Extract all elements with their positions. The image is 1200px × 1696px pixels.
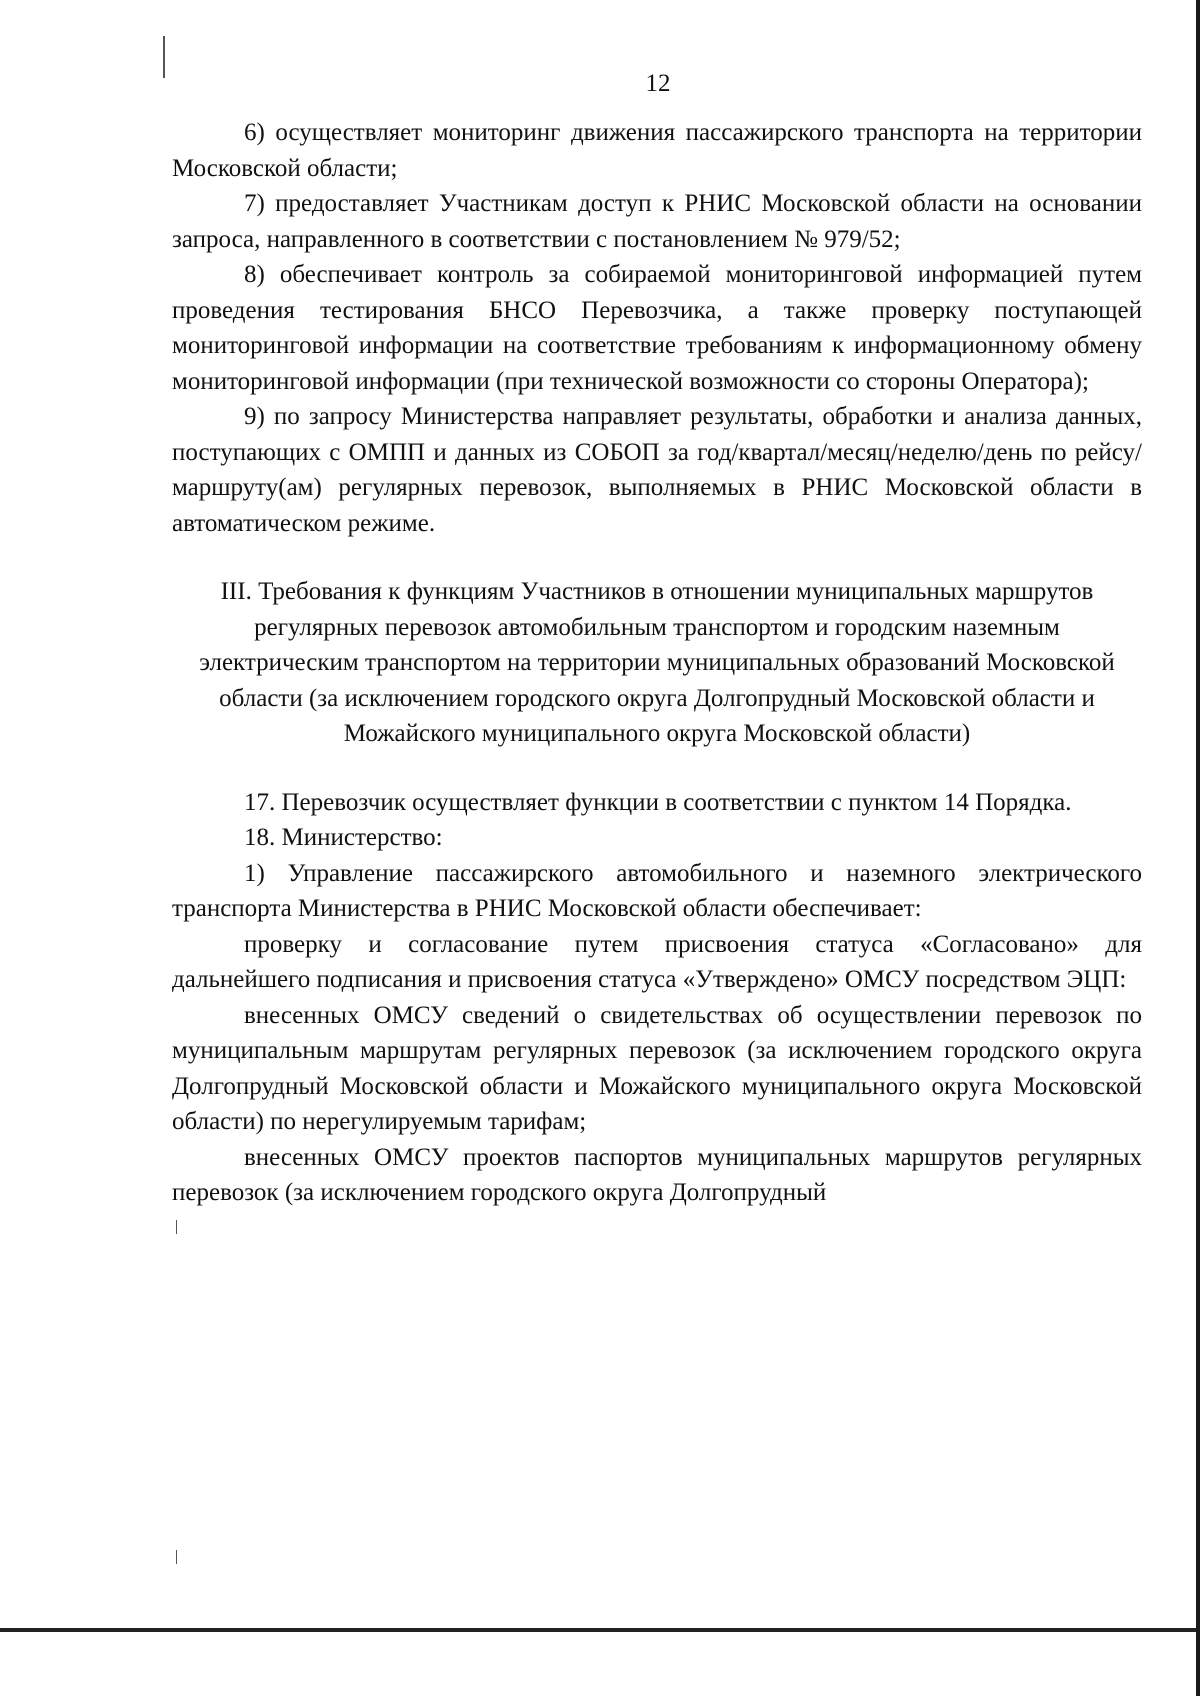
paragraph-item-7: 7) предоставляет Участникам доступ к РНИС Московской области на основании запроса, направленного в соответствии с постановлением № 979/52; [172, 190, 1142, 253]
paragraph-17: 17. Перевозчик осуществляет функции в соответствии с пунктом 14 Порядка. [244, 788, 1072, 816]
paragraph-certificates: внесенных ОМСУ сведений о свидетельствах об осуществлении перевозок по муниципальным маршрутам регулярных перевозок (за исключением городского округа Долгопрудный Московской области и Можайского муниципального округа Московской области) по нерегулируемым тарифам; [172, 1001, 1142, 1135]
paragraph-18: 18. Министерство: [244, 824, 443, 851]
paragraph-verification: проверку и согласование путем присвоения статуса «Согласовано» для дальнейшего подписания и присвоения статуса «Утверждено» ОМСУ посредством ЭЦП: [172, 930, 1142, 993]
document-body [172, 115, 1142, 1211]
paragraph-18-1: 1) Управление пассажирского автомобильного и наземного электрического транспорта Министерства в РНИС Московской области обеспечивает: [172, 859, 1142, 922]
scan-artifact-left-1 [176, 1220, 177, 1234]
scan-bottom-edge [0, 1628, 1200, 1632]
page-number: 12 [645, 70, 671, 97]
paragraph-passports: внесенных ОМСУ проектов паспортов муниципальных маршрутов регулярных перевозок (за исключением городского округа Долгопрудный [172, 1143, 1142, 1206]
section-heading: III. Требования к функциям Участников в отношении муниципальных маршрутов регулярных перевозок автомобильным транспортом и городским наземным электрическим транспортом на территории муниципальных образований Московской области (за исключением городского округа Долгопрудный Московской области и Можайского муниципального округа Московской области) [199, 578, 1115, 747]
paragraph-item-6: 6) осуществляет мониторинг движения пассажирского транспорта на территории Московской области; [172, 119, 1142, 182]
paragraph-item-8: 8) обеспечивает контроль за собираемой мониторинговой информацией путем проведения тестирования БНСО Перевозчика, а также проверку поступающей мониторинговой информации на соответствие требованиям к информационному обмену мониторинговой информации (при технической возможности со стороны Оператора); [172, 261, 1142, 395]
scan-right-edge [1196, 0, 1200, 1696]
paragraph-item-9: 9) по запросу Министерства направляет результаты, обработки и анализа данных, поступающих с ОМПП и данных из СОБОП за год/квартал/месяц/неделю/день по рейсу/маршруту(ам) регулярных перевозок, выполняемых в РНИС Московской области в автоматическом режиме. [172, 403, 1142, 537]
scan-artifact-left-2 [176, 1550, 177, 1564]
